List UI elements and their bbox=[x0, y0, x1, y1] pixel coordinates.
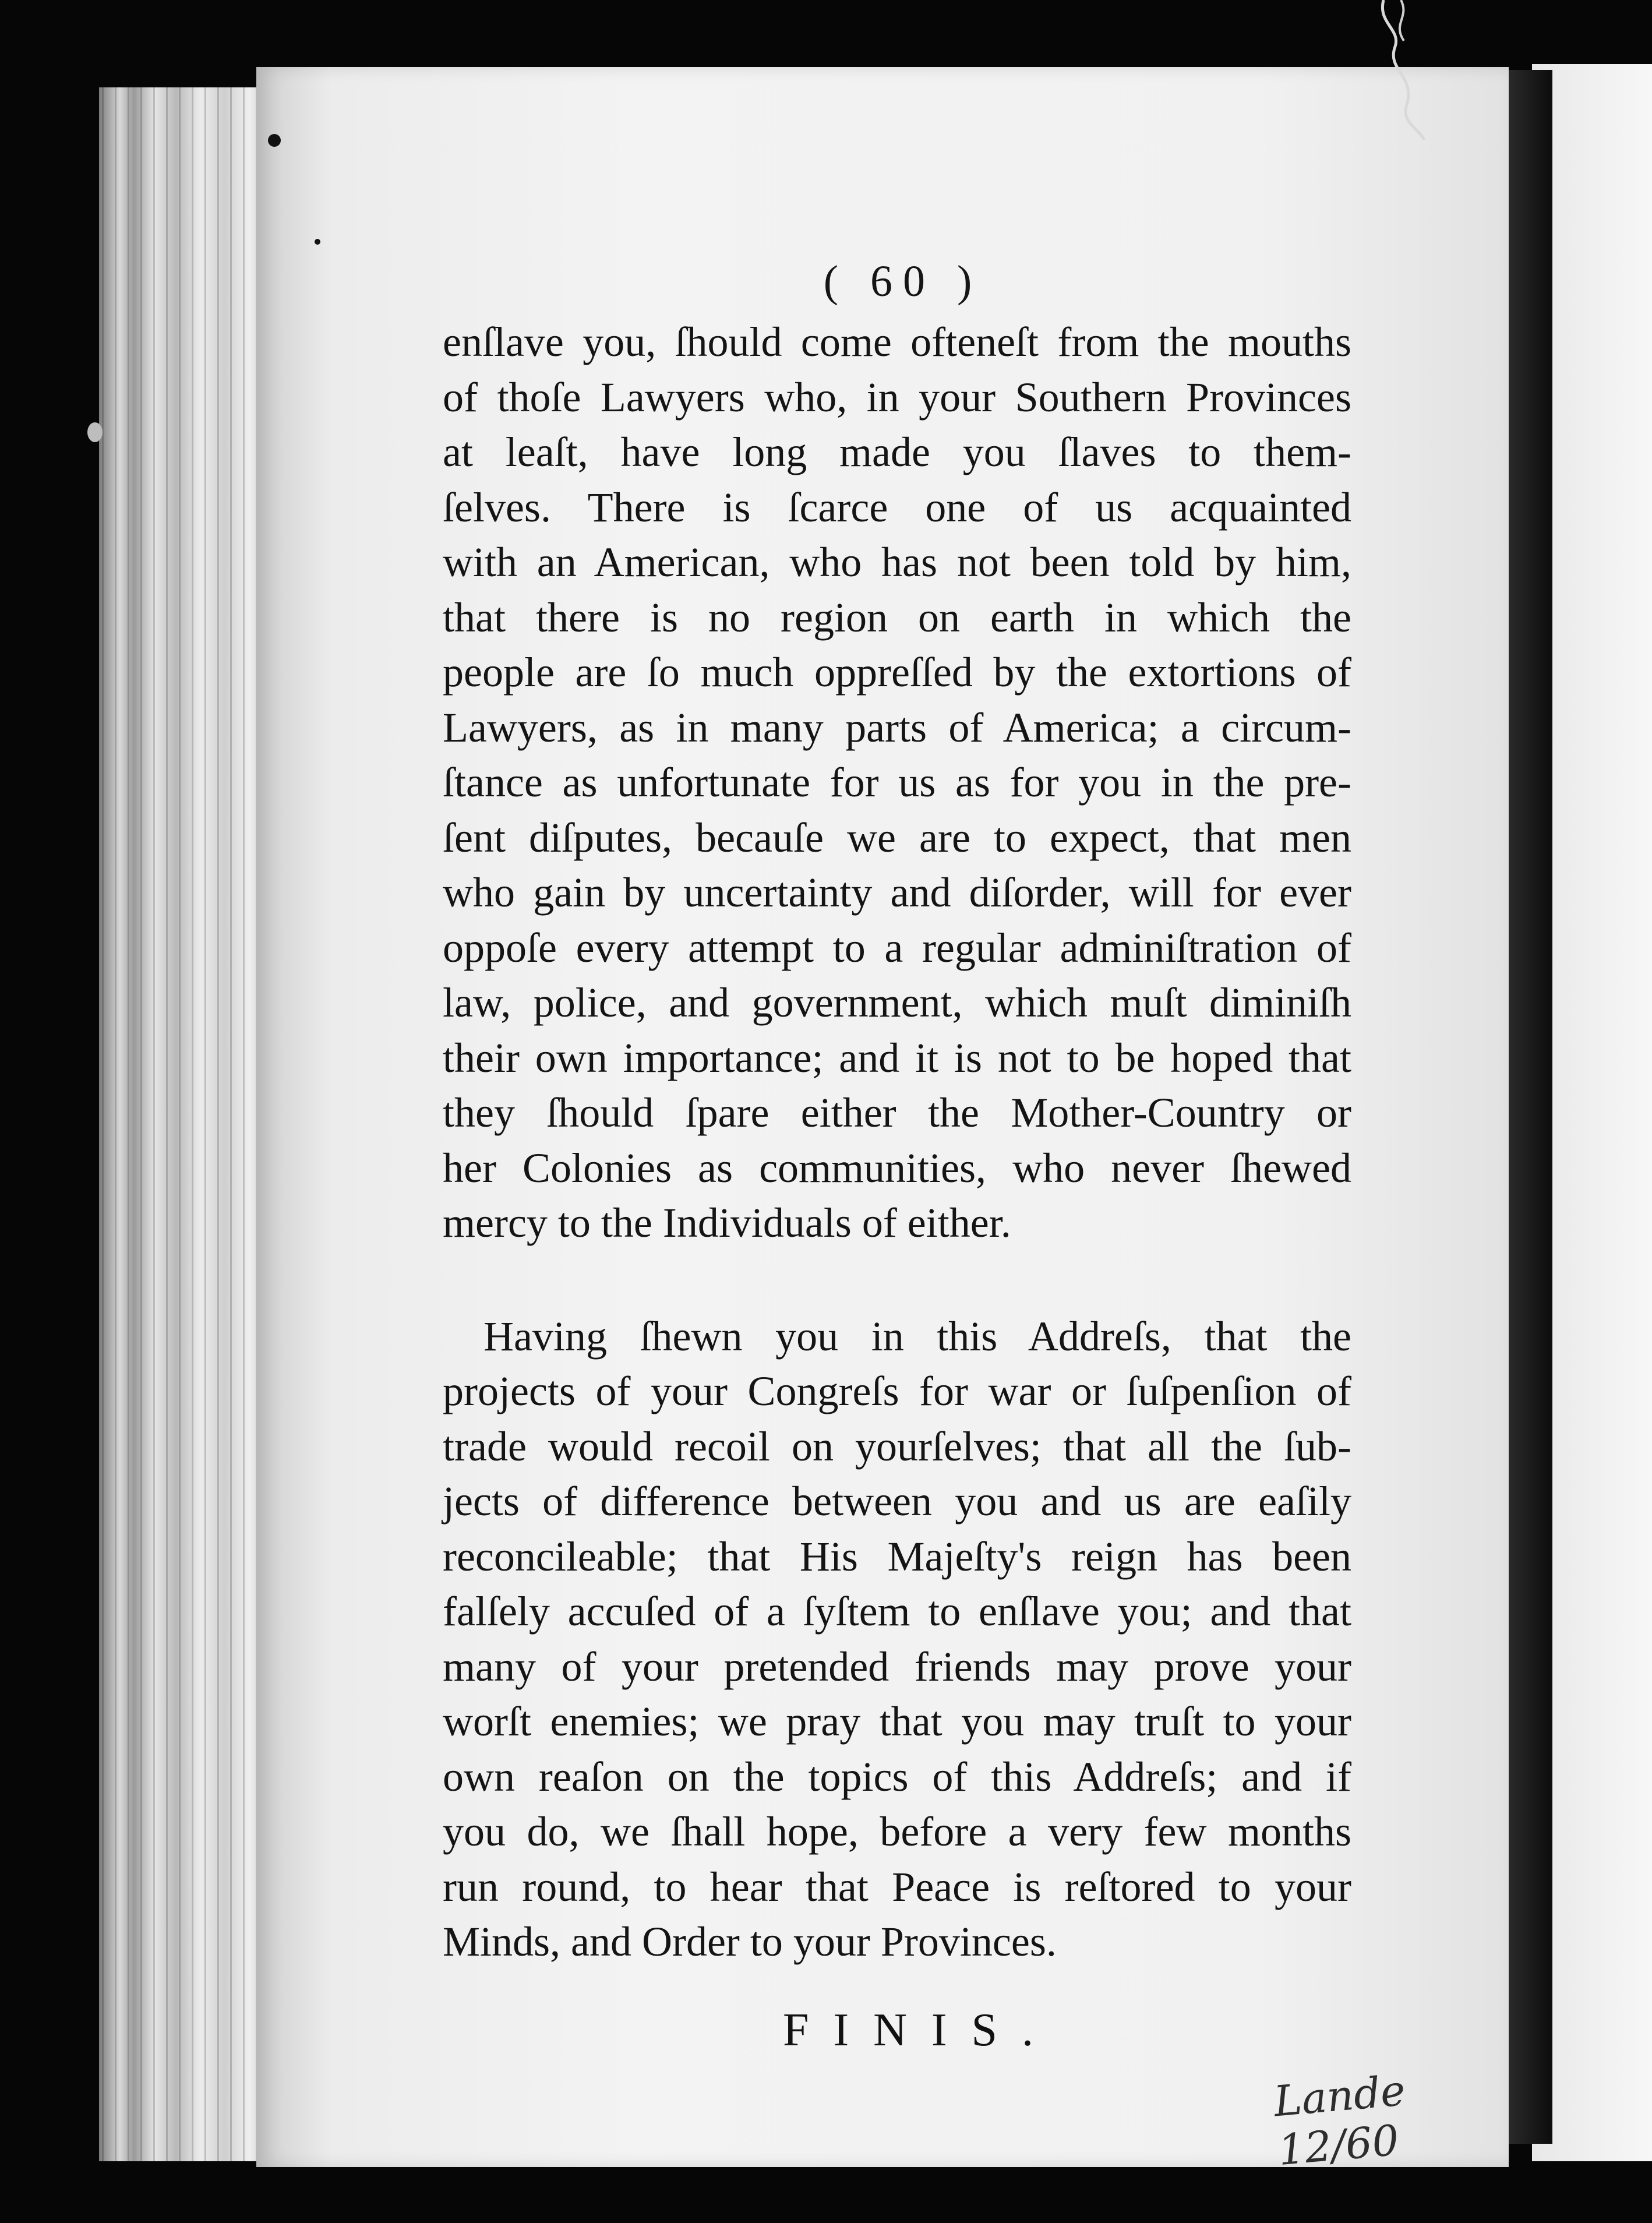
text-line: they ſhould ſpare either the Mother-Country or bbox=[443, 1089, 1351, 1136]
page-number: ( 60 ) bbox=[823, 257, 983, 306]
text-line: of thoſe Lawyers who, in your Southern Provinces bbox=[443, 373, 1351, 421]
paragraph bbox=[443, 315, 1351, 1251]
text-line: projects of your Congreſs for war or ſuſpenſion of bbox=[443, 1368, 1351, 1414]
page-edge-lines bbox=[102, 87, 271, 2161]
text-line: that there is no region on earth in which the bbox=[443, 594, 1351, 641]
pencil-annotation: Lande 12/60 bbox=[1272, 2066, 1407, 2175]
text-line: you do, we ſhall hope, before a very few months bbox=[443, 1808, 1351, 1855]
text-line: who gain by uncertainty and diſorder, will for ever bbox=[443, 869, 1351, 916]
paragraph bbox=[443, 1309, 1351, 1970]
text-line: her Colonies as communities, who never ſhewed bbox=[443, 1144, 1351, 1191]
text-line: own reaſon on the topics of this Addreſs; and if bbox=[443, 1753, 1351, 1800]
body-text bbox=[443, 315, 1351, 1970]
text-line: Having ſhewn you in this Addreſs, that the bbox=[483, 1312, 1351, 1360]
text-line: Minds, and Order to your Provinces. bbox=[443, 1918, 1057, 1965]
text-line: ſtance as unfortunate for us as for you in the pre- bbox=[443, 759, 1351, 806]
paragraph-gap bbox=[443, 1251, 1351, 1309]
text-line: falſely accuſed of a ſyſtem to enſlave you; and that bbox=[443, 1588, 1351, 1635]
ink-speck bbox=[87, 422, 103, 442]
gutter-shadow bbox=[1509, 70, 1552, 2144]
text-line: oppoſe every attempt to a regular adminiſtration of bbox=[443, 924, 1351, 971]
paper-clip-icon bbox=[1360, 0, 1430, 140]
text-line: run round, to hear that Peace is reſtored to your bbox=[443, 1863, 1351, 1910]
text-line: ſent diſputes, becauſe we are to expect, that men bbox=[443, 814, 1351, 861]
text-line: Lawyers, as in many parts of America; a circum- bbox=[443, 704, 1351, 751]
text-line: their own importance; and it is not to be hoped that bbox=[443, 1034, 1351, 1081]
text-line: jects of difference between you and us are eaſily bbox=[443, 1478, 1351, 1525]
text-line: people are ſo much oppreſſed by the extortions of bbox=[443, 649, 1351, 696]
ink-speck bbox=[268, 134, 281, 147]
finis-heading: FINIS. bbox=[782, 2005, 1058, 2056]
ink-speck bbox=[315, 239, 320, 245]
text-line: reconcileable; that His Majeſty's reign has been bbox=[443, 1533, 1351, 1580]
text-line: many of your pretended friends may prove your bbox=[443, 1643, 1351, 1690]
text-line: with an American, who has not been told by him, bbox=[443, 539, 1351, 585]
text-line: ſelves. There is ſcarce one of us acquainted bbox=[443, 484, 1351, 531]
text-line: mercy to the Individuals of either. bbox=[443, 1199, 1011, 1246]
text-line: at leaſt, have long made you ſlaves to them- bbox=[443, 429, 1351, 475]
text-line: trade would recoil on yourſelves; that all the ſub- bbox=[443, 1423, 1351, 1470]
text-line: enſlave you, ſhould come ofteneſt from the mouths bbox=[443, 319, 1351, 365]
text-line: worſt enemies; we pray that you may truſt to your bbox=[443, 1698, 1351, 1745]
text-line: law, police, and government, which muſt diminiſh bbox=[443, 979, 1351, 1026]
